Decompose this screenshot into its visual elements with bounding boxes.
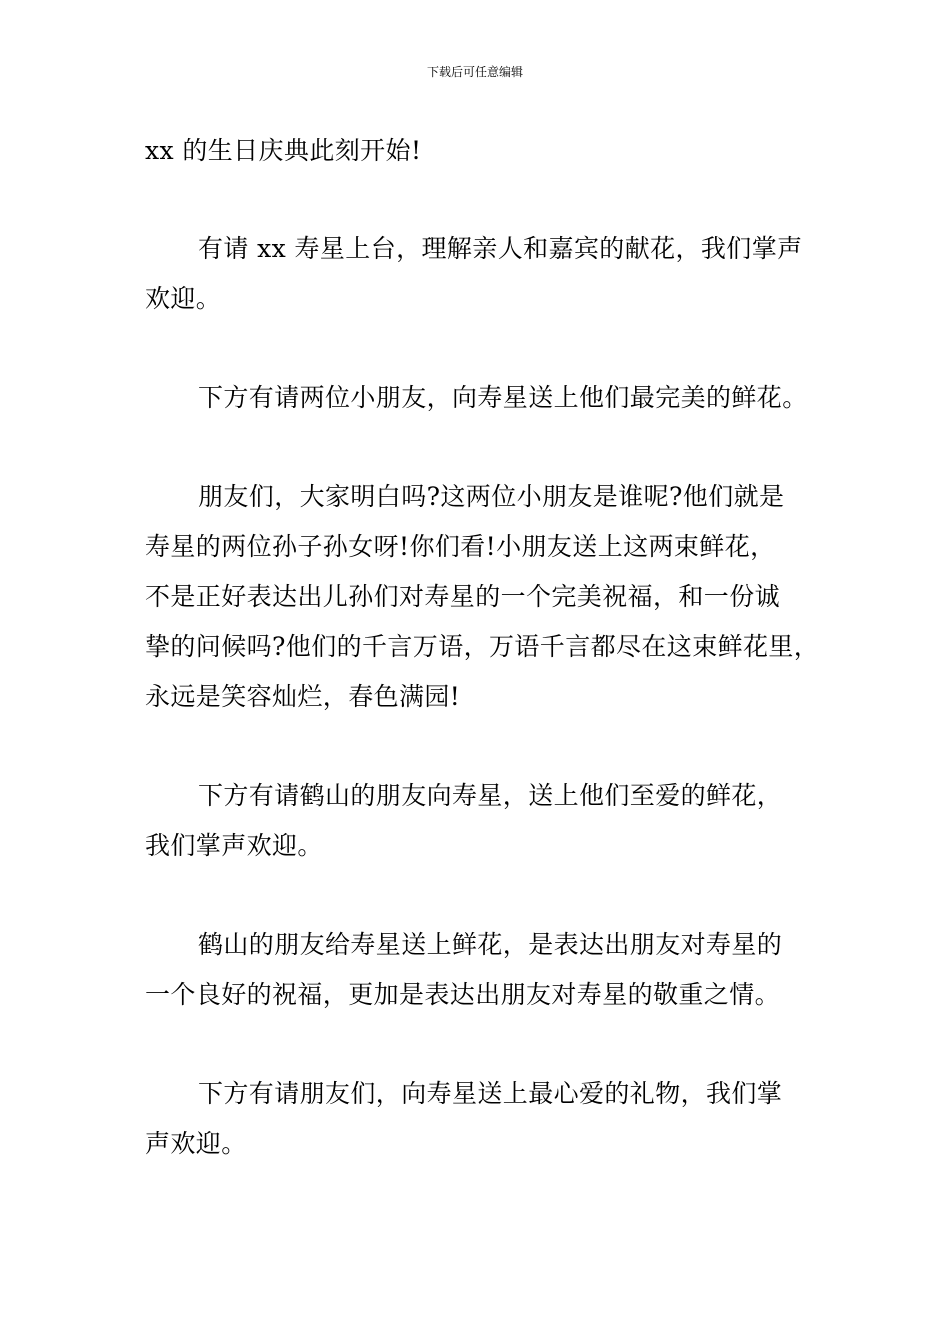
paragraph-line: 一个良好的祝福，更加是表达出朋友对寿星的敬重之情。 (145, 980, 781, 1009)
paragraph-line: 挚的问候吗?他们的千言万语，万语千言都尽在这束鲜花里， (145, 632, 820, 661)
paragraph-line: 鹤山的朋友给寿星送上鲜花，是表达出朋友对寿星的 (198, 930, 783, 959)
paragraph-line: 朋友们，大家明白吗?这两位小朋友是谁呢?他们就是 (198, 482, 785, 511)
paragraph-line: 下方有请朋友们，向寿星送上最心爱的礼物，我们掌 (198, 1079, 783, 1108)
page-header: 下载后可任意编辑 (426, 65, 523, 79)
paragraph-line: 欢迎。 (145, 284, 222, 313)
paragraph-line: 不是正好表达出儿孙们对寿星的一个完美祝福，和一份诚 (145, 582, 781, 611)
paragraph-line: 我们掌声欢迎。 (145, 831, 323, 860)
paragraph-line: 永远是笑容灿烂，春色满园! (145, 682, 461, 711)
paragraph-line: 下方有请鹤山的朋友向寿星，送上他们至爱的鲜花， (198, 781, 783, 810)
paragraph-line: 下方有请两位小朋友，向寿星送上他们最完美的鲜花。 (198, 383, 808, 412)
paragraph-line: 声欢迎。 (145, 1129, 247, 1158)
paragraph-line: 寿星的两位孙子孙女呀!你们看!小朋友送上这两束鲜花， (145, 532, 776, 561)
paragraph-line: xx 的生日庆典此刻开始! (145, 136, 422, 165)
paragraph-line: 有请 xx 寿星上台，理解亲人和嘉宾的献花，我们掌声 (198, 234, 803, 263)
